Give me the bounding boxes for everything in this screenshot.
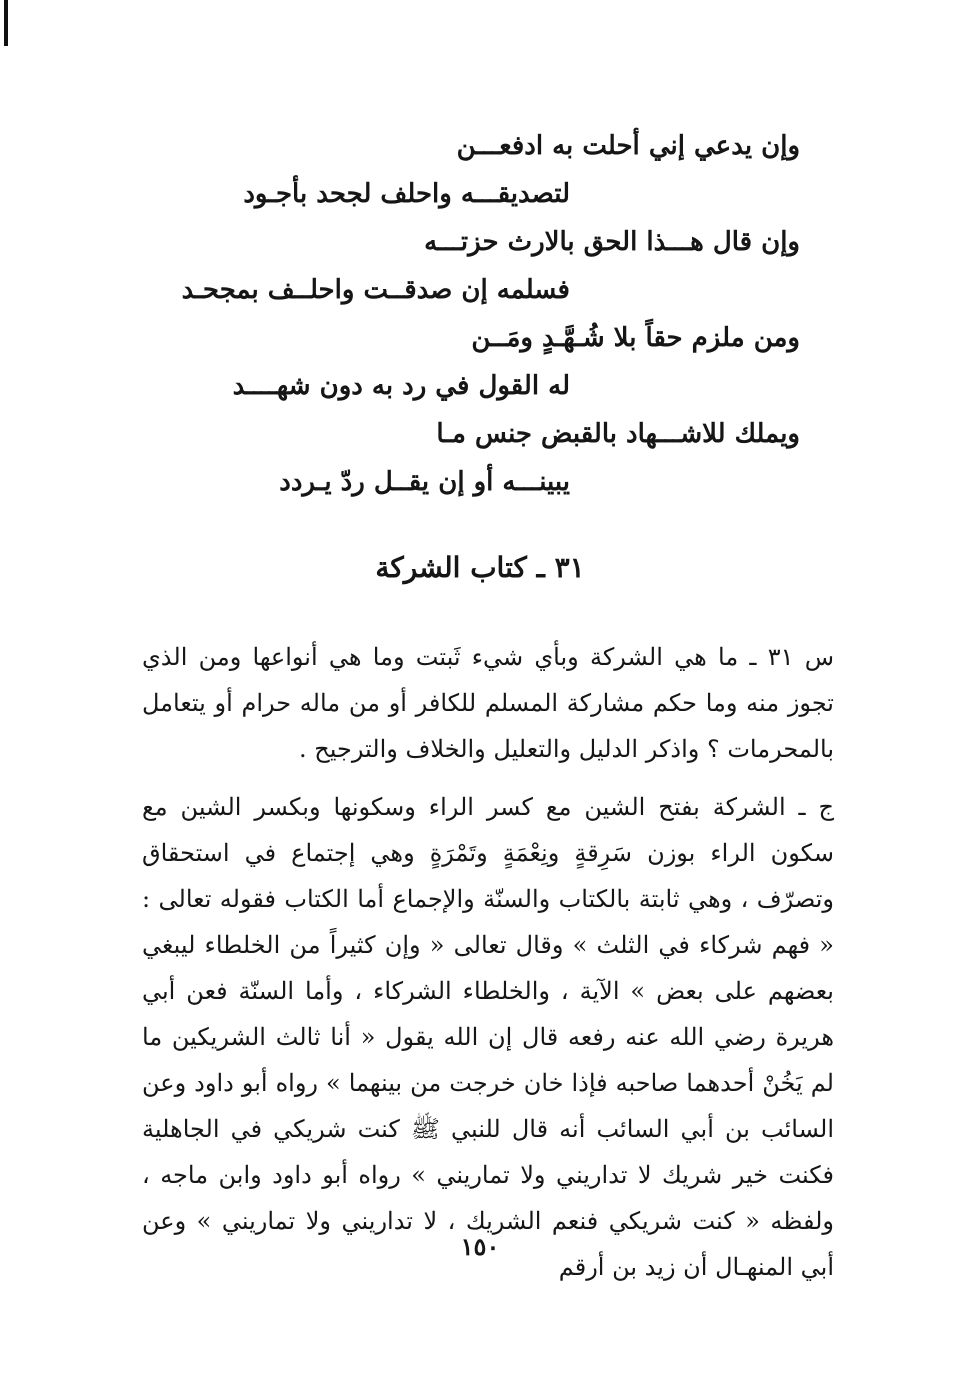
answer-paragraph: ج ـ الشركة بفتح الشين مع كسر الراء وسكونها وبكسر الشين مع سكون الراء بوزن سَرِقةٍ ونِعْمَةٍ وتَمْرَةٍ وهي إجتماع في استحقاق وتصرّف ، وهي ثابتة بالكتاب والسنّة والإجماع أما الكتاب فقوله تعالى : « فهم شركاء في الثلث » وقال تعالى « وإن كثيراً من الخلطاء ليبغي بعضهم على بعض » الآية ، والخلطاء الشركاء ، وأما السنّة فعن أبي هريرة رضي الله عنه رفعه قال إن الله يقول « أنا ثالث الشريكين ما لم يَخُنْ أحدهما صاحبه فإذا خان خرجت من بينهما » رواه أبو داود وعن السائب بن أبي السائب أنه قال للنبي ﷺ كنت شريكي في الجاهلية فكنت خير شريك لا تداريني ولا تماريني » رواه أبو داود وابن ماجه ، ولفظه « كنت شريكي فنعم الشريك ، لا تداريني ولا تماريني » وعن أبي المنهـال أن زيد بن أرقم (142, 793, 834, 1281)
poem-verse (150, 218, 810, 314)
verse-second-half: يبينـــه أو إن يقــل ردّ يـردد (279, 467, 570, 497)
poem-block (150, 122, 810, 506)
verse-first-half: وإن قال هـــذا الحق بالارث حزتـــه (424, 227, 800, 257)
question-paragraph: س ٣١ ـ ما هي الشركة وبأي شيء ثَبتت وما هي أنواعها ومن الذي تجوز منه وما حكم مشاركة المسلم للكافر أو من ماله حرام أو يتعامل بالمحرمات ؟ واذكر الدليل والتعليل والخلاف والترجيح . (142, 643, 834, 763)
poem-verse (150, 122, 810, 218)
verse-second-half: فسلمه إن صدقــت واحلــف بمجحـد (181, 275, 570, 305)
verse-second-half: له القول في رد به دون شهــــد (232, 371, 570, 401)
verse-first-half: وإن يدعي إني أحلت به ادفعـــن (456, 131, 800, 161)
page-number: ١٥٠ (460, 1232, 500, 1261)
verse-first-half: ويملك للاشـــهاد بالقبض جنس مـا (436, 419, 800, 449)
poem-verse (150, 410, 810, 506)
poem-verse (150, 314, 810, 410)
page-edge-mark (4, 0, 8, 46)
verse-first-half: ومن ملزم حقاً بلا شُـهَّـدٍ ومَــن (471, 323, 800, 353)
section-title: ٣١ ـ كتاب الشركة (375, 551, 585, 584)
verse-second-half: لتصديقـــه واحلف لجحد بأجـود (243, 179, 570, 209)
